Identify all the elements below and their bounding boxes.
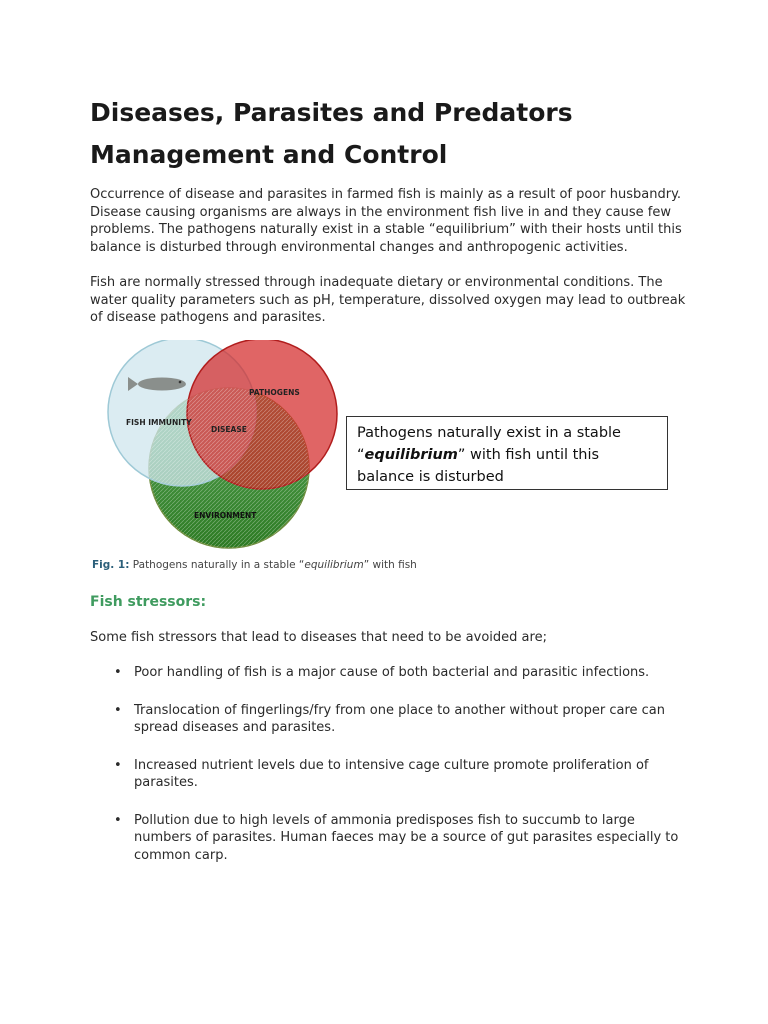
environment-label: ENVIRONMENT <box>194 511 257 520</box>
figure-caption <box>92 559 417 571</box>
caption-emphasis: equilibrium <box>304 559 364 571</box>
list-item <box>90 812 690 865</box>
section-heading: Fish stressors: <box>90 594 207 610</box>
callout-box <box>346 416 668 490</box>
list-item-text: Increased nutrient levels due to intensive cage culture promote proliferation of parasites. <box>134 757 649 790</box>
bullet-marker: • <box>114 702 122 718</box>
callout-text-end: ” with fish until this balance is disturbed <box>357 447 600 485</box>
list-item-text: Poor handling of fish is a major cause of both bacterial and parasitic infections. <box>134 665 650 680</box>
title-line-2: Management and Control <box>90 140 448 169</box>
caption-text-start: Pathogens naturally in a stable “ <box>129 559 305 571</box>
list-item <box>90 757 690 792</box>
hatch-overlay <box>149 388 309 548</box>
callout-emphasis: equilibrium <box>364 447 458 463</box>
stressors-list <box>90 664 690 884</box>
caption-label: Fig. 1: <box>92 559 130 571</box>
stress-paragraph: Fish are normally stressed through inadequate dietary or environmental conditions. The water quality parameters such as pH, temperature, dissolved oxygen may lead to outbreak of disease pathogens and parasites. <box>90 275 686 325</box>
list-item-text: Pollution due to high levels of ammonia predisposes fish to succumb to large numbers of parasites. Human faeces may be a source of gut parasites especially to common carp. <box>134 812 679 863</box>
list-item-text: Translocation of fingerlings/fry from one place to another without proper care can spread diseases and parasites. <box>134 702 665 735</box>
disease-label: DISEASE <box>211 425 247 434</box>
list-item <box>90 702 690 737</box>
bullet-marker: • <box>114 665 122 680</box>
page-title <box>90 92 690 176</box>
pathogens-label: PATHOGENS <box>249 388 300 397</box>
fish-immunity-label: FISH IMMUNITY <box>126 418 192 427</box>
callout-text-start: Pathogens naturally exist in a stable “ <box>357 425 621 463</box>
bullet-marker: • <box>114 757 122 773</box>
intro-paragraph: Occurrence of disease and parasites in farmed fish is mainly as a result of poor husbandry. Disease causing organisms are always in the environment fish live in and they cause few problems. The pathogens naturally exist in a stable “equilibrium” with their hosts until this balance is disturbed through environmental changes and anthropogenic activities. <box>90 187 682 255</box>
venn-diagram <box>104 340 344 550</box>
stressors-intro: Some fish stressors that lead to diseases that need to be avoided are; <box>90 630 547 645</box>
list-item <box>90 664 690 682</box>
title-line-1: Diseases, Parasites and Predators <box>90 98 573 127</box>
bullet-marker: • <box>114 812 122 828</box>
caption-text-end: ” with fish <box>363 559 417 571</box>
figure-1 <box>90 340 690 580</box>
